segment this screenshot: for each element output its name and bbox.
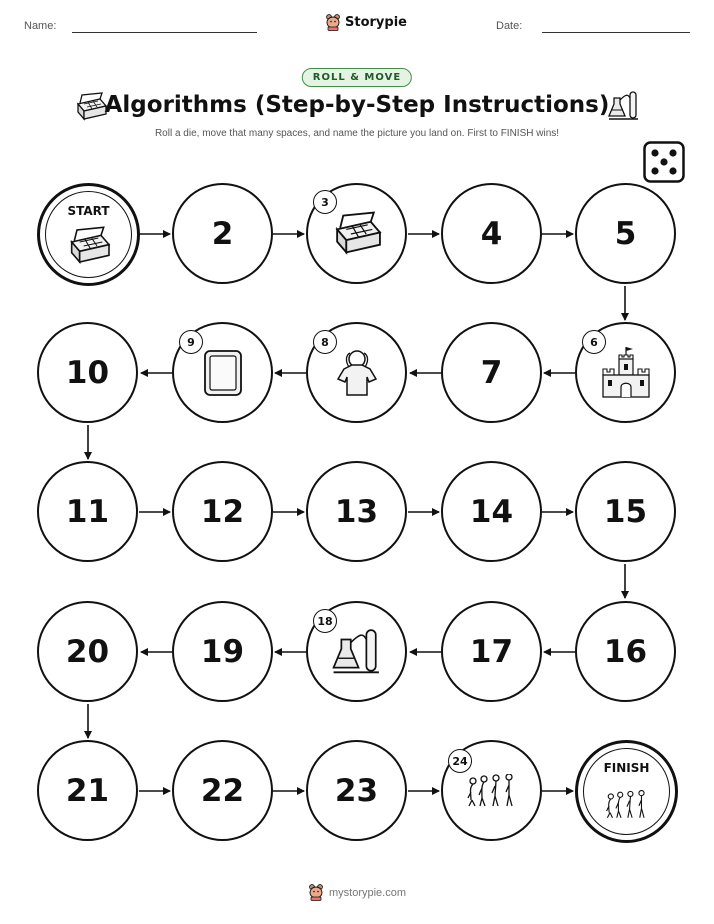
lab-flasks-icon: [330, 627, 384, 677]
space-number: 13: [334, 493, 379, 530]
space-number: 14: [469, 493, 514, 530]
space-badge: 6: [582, 330, 606, 354]
space-12[interactable]: [172, 461, 273, 562]
roll-move-badge: ROLL & MOVE: [302, 68, 412, 87]
space-number: 10: [65, 354, 110, 391]
space-23[interactable]: [306, 740, 407, 841]
space-5[interactable]: [575, 183, 676, 284]
space-number: 19: [200, 633, 245, 670]
space-number: 12: [200, 493, 245, 530]
space-badge: 8: [313, 330, 337, 354]
space-number: 15: [603, 493, 648, 530]
space-4[interactable]: [441, 183, 542, 284]
space-19[interactable]: [172, 601, 273, 702]
space-17[interactable]: [441, 601, 542, 702]
dressing-shirt-icon: [332, 347, 382, 399]
space-2[interactable]: [172, 183, 273, 284]
sorting-box-icon: [331, 211, 383, 257]
space-number: 4: [480, 215, 503, 252]
space-number: 21: [65, 772, 110, 809]
space-11[interactable]: [37, 461, 138, 562]
space-badge: 18: [313, 609, 337, 633]
instructions: Roll a die, move that many spaces, and name the picture you land on. First to FINISH wins!: [154, 128, 560, 139]
space-badge: 24: [448, 749, 472, 773]
space-10[interactable]: [37, 322, 138, 423]
space-number: 20: [65, 633, 110, 670]
space-number: 2: [211, 215, 234, 252]
space-20[interactable]: [37, 601, 138, 702]
bear-icon: [308, 884, 324, 901]
castle-icon: [599, 345, 653, 401]
space-16[interactable]: [575, 601, 676, 702]
space-badge: 9: [179, 330, 203, 354]
space-number: 22: [200, 772, 245, 809]
footer: [0, 884, 714, 901]
space-badge: 3: [313, 190, 337, 214]
start-label: START: [67, 204, 110, 218]
space-13[interactable]: [306, 461, 407, 562]
space-15[interactable]: [575, 461, 676, 562]
space-number: 16: [603, 633, 648, 670]
brand-name: Storypie: [345, 15, 407, 30]
space-number: 23: [334, 772, 379, 809]
space-7[interactable]: [441, 322, 542, 423]
space-start[interactable]: [37, 183, 140, 286]
space-number: 11: [65, 493, 110, 530]
finish-label: FINISH: [603, 761, 650, 775]
space-21[interactable]: [37, 740, 138, 841]
space-number: 17: [469, 633, 514, 670]
space-14[interactable]: [441, 461, 542, 562]
date-label: Date:: [496, 20, 523, 32]
space-finish[interactable]: [575, 740, 678, 843]
space-22[interactable]: [172, 740, 273, 841]
evolution-steps-icon: [465, 774, 519, 808]
space-number: 5: [614, 215, 637, 252]
space-number: 7: [480, 354, 503, 391]
name-label: Name:: [24, 20, 57, 32]
footer-url[interactable]: mystorypie.com: [328, 886, 407, 899]
page-title: Algorithms (Step-by-Step Instructions): [104, 92, 610, 118]
tablet-icon: [201, 348, 245, 398]
